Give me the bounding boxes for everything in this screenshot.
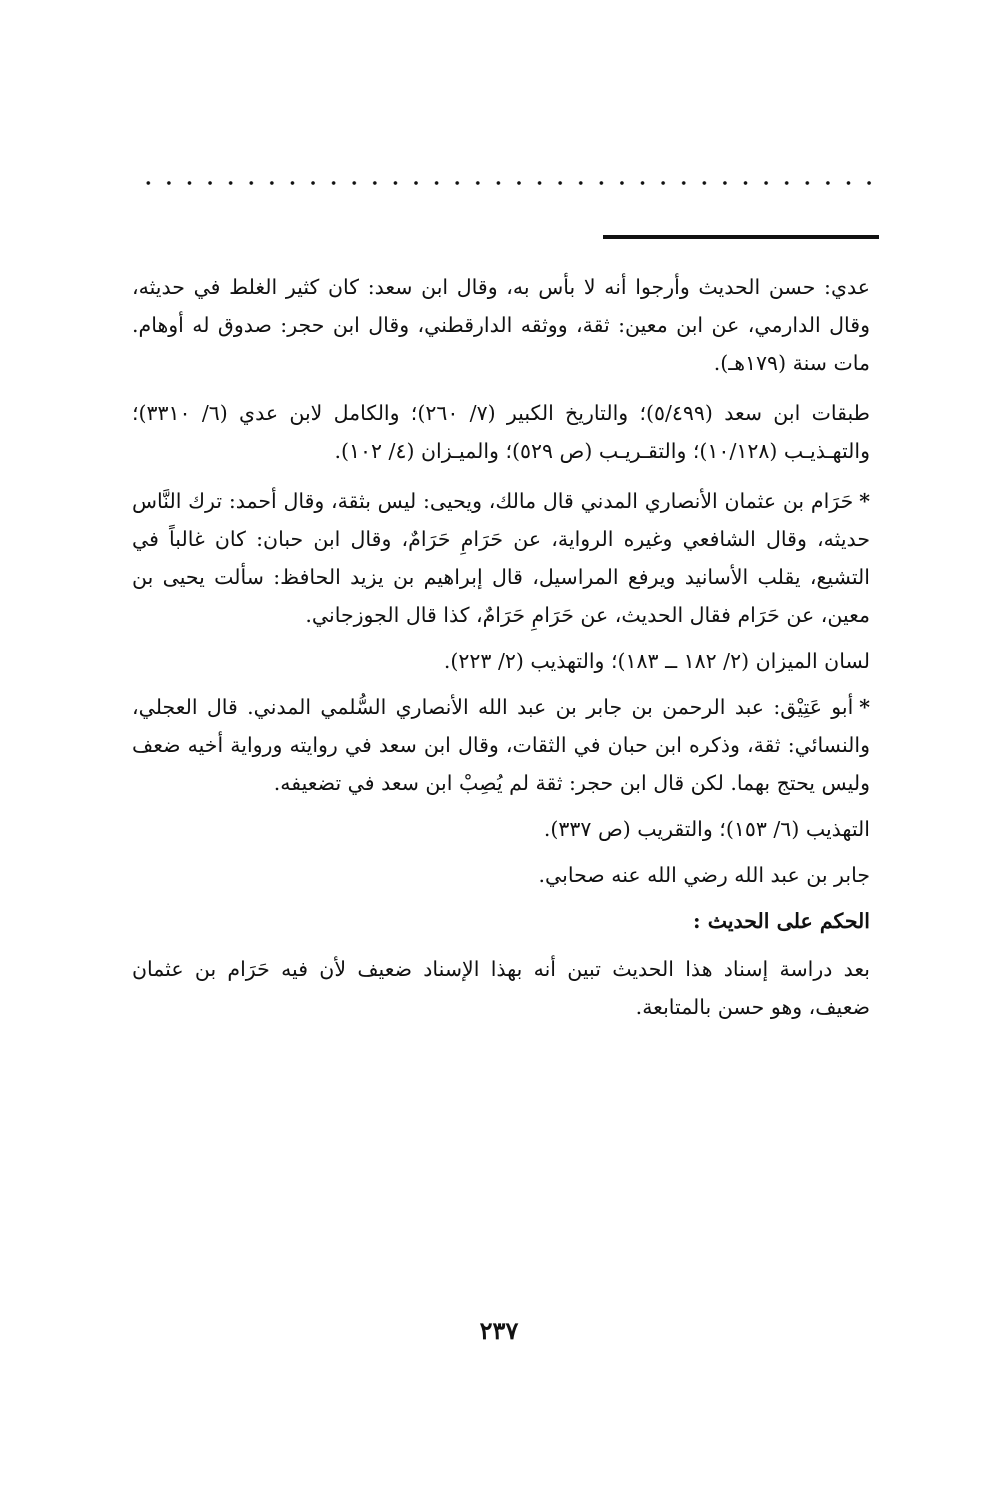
narrator-abu-atiq-text: أبو عَتِيْق: عبد الرحمن بن جابر بن عبد الله الأنصاري السُّلمي المدني. قال العجلي، والنسائي: ثقة، وذكره ابن حبان في الثقات، وقال ابن سعد في روايته ورواية أخيه ضعف وليس يحتج بهما. لكن قال ابن حجر: ثقة لم يُصِبْ ابن سعد في تضعيفه. <box>132 695 870 795</box>
narrator-haram-text: حَرَام بن عثمان الأنصاري المدني قال مالك، ويحيى: ليس بثقة، وقال أحمد: ترك النَّاس حديثه، وقال الشافعي وغيره الرواية، عن حَرَامِ حَرَامٌ، وقال ابن حبان: كان غالباً في التشيع، يقلب الأسانيد ويرفع المراسيل، قال إبراهيم بن يزيد الحافظ: سألت يحيى بن معين، عن حَرَام فقال الحديث، عن حَرَامِ حَرَامٌ، كذا قال الجوزجاني. <box>132 489 870 627</box>
ruling-heading: الحكم على الحديث : <box>693 909 870 933</box>
footnote-short-rule <box>603 235 879 239</box>
bullet-star-icon: * <box>859 489 870 513</box>
sources-paragraph-1: طبقات ابن سعد (٥/٤٩٩)؛ والتاريخ الكبير (٧/ ٢٦٠)؛ والكامل لابن عدي (٦/ ٣٣١٠)؛ والتهـذيـب (١٠/١٢٨)؛ والتقـريـب (ص ٥٢٩)؛ والميـزان (٤/ ١٠٢). <box>132 401 870 463</box>
companion-note-paragraph: جابر بن عبد الله رضي الله عنه صحابي. <box>538 863 870 887</box>
bullet-star-icon: * <box>859 695 870 719</box>
footnote-dotted-separator <box>138 178 880 188</box>
narrator-haram-paragraph <box>132 482 870 634</box>
sources-paragraph-3: التهذيب (٦/ ١٥٣)؛ والتقريب (ص ٣٣٧). <box>543 817 870 841</box>
narrator-continuation-paragraph: عدي: حسن الحديث وأرجوا أنه لا بأس به، وقال ابن سعد: كان كثير الغلط في حديثه، وقال الدارمي، عن ابن معين: ثقة، ووثقه الدارقطني، وقال ابن حجر: صدوق له أوهام. مات سنة (١٧٩هـ). <box>132 275 870 375</box>
narrator-abu-atiq-paragraph <box>132 688 870 802</box>
page-body <box>132 268 870 1038</box>
sources-paragraph-2: لسان الميزان (٢/ ١٨٢ ــ ١٨٣)؛ والتهذيب (٢/ ٢٢٣). <box>443 649 870 673</box>
page-number: ٢٣٧ <box>479 1316 519 1345</box>
ruling-paragraph: بعد دراسة إسناد هذا الحديث تبين أنه بهذا الإسناد ضعيف لأن فيه حَرَام بن عثمان ضعيف، وهو حسن بالمتابعة. <box>132 957 870 1019</box>
